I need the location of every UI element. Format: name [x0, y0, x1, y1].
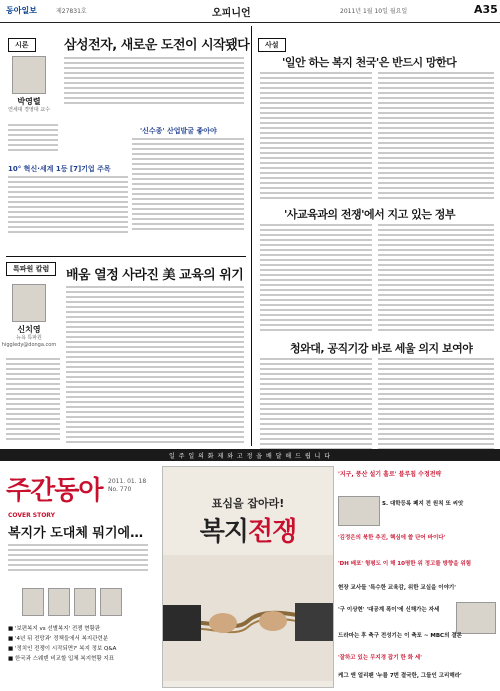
column-tag: 특파원 칼럼 [6, 262, 56, 276]
contents-item: 케그 앤 얼리팬 '누를 7번 결국한, 그들인 고리해라' [338, 673, 462, 679]
column-body-3 [132, 138, 244, 233]
author-email[interactable]: higgledy@donga.com [1, 342, 57, 348]
magazine-ad [0, 462, 500, 691]
page-header [0, 0, 500, 23]
cover-bullet: ■ '4년 뒤 전망과' 정책들에서 복지관련분 [8, 636, 109, 642]
cover-title [163, 511, 333, 548]
person-thumbnail [22, 588, 44, 616]
column-body [66, 286, 244, 446]
magazine-issue: 2011. 01. 18 No. 770 [108, 478, 147, 493]
cover-kicker: 표심을 잡아라! [211, 497, 285, 510]
person-thumbnail [74, 588, 96, 616]
editorial-title: '일안 하는 복지 천국'은 반드시 망한다 [282, 56, 457, 69]
column-headline: 배움 열정 사라진 美 교육의 위기 [66, 268, 244, 283]
author-role: 연세대 경영대 교수 [8, 107, 50, 113]
contents-item: S. 대학등록 폐지 전 원칙 또 씨앗 [382, 501, 464, 507]
promo-strip [0, 449, 500, 461]
cover-story-tag: COVER STORY [8, 512, 55, 519]
contents-item: '김정은의 북한 추진, 핵심에 쓸 단어 바이다' [338, 535, 446, 541]
promo-strip-text: 일 주 일 의 화 제 와 고 정 을 배 달 해 드 립 니 다 [168, 453, 332, 460]
newspaper-brand: 동아일보 [6, 6, 37, 15]
author-photo [12, 56, 46, 94]
editorial-body [378, 358, 494, 453]
cover-title-prefix: 복지 [199, 517, 248, 547]
publication-date: 2011년 1월 10일 월요일 [340, 8, 408, 15]
column-subhead: '신수종' 산업발굴 좋아야 [140, 127, 217, 135]
person-thumbnail [100, 588, 122, 616]
column-body [64, 57, 244, 107]
editorial-title: '사교육과의 전쟁'에서 지고 있는 정부 [284, 208, 455, 221]
section-divider [6, 256, 246, 257]
editorials [254, 24, 500, 448]
author-photo [12, 284, 46, 322]
editorial-body [378, 224, 494, 334]
issue-number: 제27831호 [56, 8, 87, 15]
cover-bullets [8, 624, 156, 664]
column-body-left [6, 358, 60, 443]
column-subhead: 10° 혁신·세계 1등 [7]기업 주목 [8, 165, 111, 173]
contents-thumbnail [456, 602, 496, 634]
column-divider [251, 26, 252, 446]
cover-headline: 복지가 도대체 뭐기에… [8, 526, 144, 541]
column-sinon [0, 24, 250, 254]
editorial-body [260, 72, 372, 202]
editorial-tag: 사설 [258, 38, 286, 52]
contents-item: '구 이상현' '대공계 폭이'에 신해가는 자세 [338, 607, 440, 613]
person-thumbnail [48, 588, 70, 616]
magazine-title: 주간동아 [6, 476, 103, 506]
editorial-body [260, 358, 372, 453]
editorial-title: 청와대, 공직기강 바로 세울 의지 보여야 [290, 342, 473, 355]
author-role: 뉴욕 특파원 [16, 335, 42, 341]
page-number: A35 [474, 3, 498, 16]
column-headline: 삼성전자, 새로운 도전이 시작됐다 [64, 38, 250, 53]
contents-item: 'DH 배포' 형평도 이 해 10명한 위 정고를 방향을 위험 [338, 561, 472, 567]
magazine-cover [162, 466, 334, 688]
cover-bullet: ■ '정치인 전쟁이 시작되면?' 복지 정보 Q&A [8, 646, 117, 652]
cover-title-highlight: 전쟁 [248, 517, 297, 547]
editorial-body [378, 72, 494, 202]
column-tag: 시론 [8, 38, 36, 52]
column-correspondent [0, 258, 250, 446]
contents-thumbnail [338, 496, 380, 526]
column-body-2 [8, 176, 128, 236]
editorial-body [260, 224, 372, 334]
author-name: 박영렬 [17, 97, 41, 106]
tug-of-war-illustration [163, 555, 333, 681]
column-body-left [8, 124, 58, 154]
contents-item: 현장 교사들 '특수한 교육감, 위한 교실을 이야기' [338, 585, 456, 591]
contents-item: '지구, 풍산 설기 흘로' 블루칩 수정전략 [338, 471, 442, 478]
contents-item: 드라마는 후 축구 전성기는 이 축포 ~ MBC의 결론 [338, 633, 462, 639]
contents-list [338, 466, 496, 688]
author-thumbnails [22, 588, 132, 616]
cover-bullet: ■ '보편복지 vs 선별복지' 전쟁 현황판 [8, 626, 101, 632]
cover-summary [8, 544, 148, 574]
contents-item: '잘하고 있는 무지경 잡기 한 화 세' [338, 655, 422, 661]
section-title: 오피니언 [212, 8, 251, 19]
author-name: 신치영 [17, 325, 41, 334]
cover-bullet: ■ 한국과 스웨덴 비교할 입체 복지현황 지표 [8, 656, 115, 662]
